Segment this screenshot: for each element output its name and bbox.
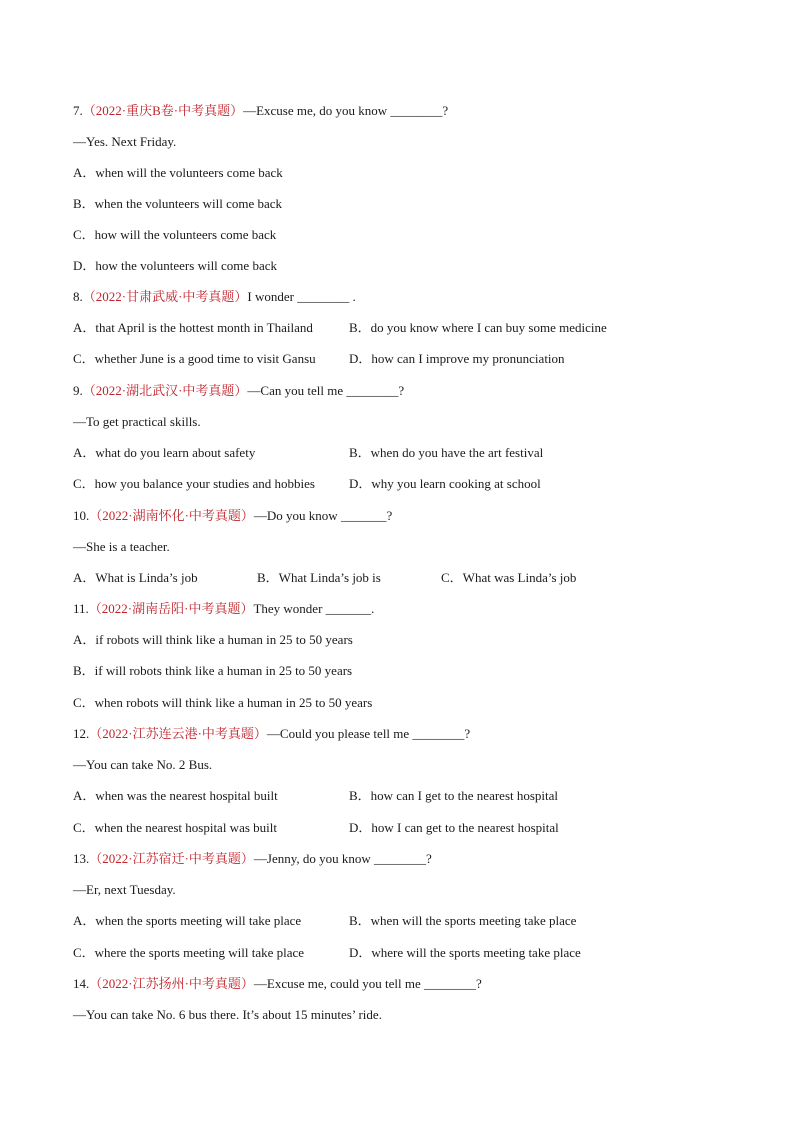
option-d	[349, 476, 541, 492]
question-12-stem	[73, 726, 470, 742]
option-a	[73, 913, 301, 929]
option-text: when was the nearest hospital built	[95, 788, 278, 803]
option-letter: C．	[73, 351, 95, 366]
option-a	[73, 320, 313, 336]
option-text: that April is the hottest month in Thailand	[95, 320, 313, 335]
option-b	[349, 913, 576, 929]
option-letter: B．	[73, 663, 95, 678]
option-text: if robots will think like a human in 25 to 50 years	[95, 632, 353, 647]
option-b	[349, 445, 543, 461]
question-11-stem	[73, 601, 374, 617]
option-letter: B．	[349, 445, 371, 460]
option-letter: C．	[441, 570, 463, 585]
question-number: 14.	[73, 976, 90, 991]
option-letter: A．	[73, 913, 96, 928]
option-letter: B．	[349, 788, 371, 803]
option-letter: A．	[73, 632, 96, 647]
question-number: 13.	[73, 851, 90, 866]
question-14-stem	[73, 976, 482, 992]
question-text: —Excuse me, could you tell me ________?	[253, 976, 482, 991]
question-source: （2022·湖南怀化·中考真题）	[89, 508, 254, 523]
option-text: What was Linda’s job	[462, 570, 577, 585]
option-text: when robots will think like a human in 25 to 50 years	[94, 695, 373, 710]
option-a	[73, 632, 353, 648]
question-10-stem	[73, 508, 392, 524]
option-c	[73, 820, 277, 836]
question-9-reply: —To get practical skills.	[73, 414, 201, 429]
option-b	[349, 788, 558, 804]
option-text: what do you learn about safety	[95, 445, 256, 460]
option-letter: D．	[349, 945, 372, 960]
option-text: What Linda’s job is	[278, 570, 381, 585]
option-a	[73, 570, 198, 586]
option-a	[73, 788, 278, 804]
option-a	[73, 165, 283, 181]
option-letter: D．	[349, 820, 372, 835]
option-letter: A．	[73, 165, 96, 180]
option-b	[257, 570, 381, 586]
option-text: when will the sports meeting take place	[370, 913, 577, 928]
option-text: how I can get to the nearest hospital	[371, 820, 559, 835]
question-text: —Jenny, do you know ________?	[253, 851, 432, 866]
question-source: （2022·江苏连云港·中考真题）	[89, 726, 267, 741]
option-d	[349, 351, 565, 367]
question-number: 8.	[73, 289, 83, 304]
option-text: when the sports meeting will take place	[95, 913, 302, 928]
option-text: What is Linda’s job	[95, 570, 198, 585]
question-number: 12.	[73, 726, 90, 741]
option-b	[73, 663, 352, 679]
question-source: （2022·江苏扬州·中考真题）	[89, 976, 254, 991]
option-letter: C．	[73, 476, 95, 491]
question-10-reply: —She is a teacher.	[73, 539, 170, 554]
question-number: 11.	[73, 601, 89, 616]
question-12-reply: —You can take No. 2 Bus.	[73, 757, 213, 772]
option-text: when will the volunteers come back	[95, 165, 283, 180]
option-text: where will the sports meeting take place	[371, 945, 581, 960]
option-text: whether June is a good time to visit Gansu	[94, 351, 316, 366]
option-c	[73, 945, 304, 961]
question-number: 9.	[73, 383, 83, 398]
option-letter: D．	[349, 351, 372, 366]
option-text: why you learn cooking at school	[371, 476, 541, 491]
option-letter: C．	[73, 695, 95, 710]
option-text: do you know where I can buy some medicine	[370, 320, 607, 335]
option-d	[349, 945, 581, 961]
option-text: how the volunteers will come back	[95, 258, 277, 273]
option-letter: C．	[73, 820, 95, 835]
option-text: where the sports meeting will take place	[94, 945, 305, 960]
option-letter: C．	[73, 945, 95, 960]
option-letter: A．	[73, 570, 96, 585]
question-source: （2022·湖南岳阳·中考真题）	[88, 601, 254, 616]
option-d	[349, 820, 559, 836]
option-text: how will the volunteers come back	[94, 227, 277, 242]
option-text: how can I improve my pronunciation	[371, 351, 565, 366]
option-text: when the volunteers will come back	[94, 196, 283, 211]
question-number: 7.	[73, 103, 83, 118]
question-7-stem	[73, 103, 448, 119]
question-9-stem	[73, 383, 404, 399]
question-text: —Could you please tell me ________?	[266, 726, 471, 741]
option-letter: B．	[73, 196, 95, 211]
option-text: how can I get to the nearest hospital	[370, 788, 559, 803]
option-d	[73, 258, 277, 274]
option-text: how you balance your studies and hobbies	[94, 476, 315, 491]
question-7-reply: —Yes. Next Friday.	[73, 134, 177, 149]
option-letter: A．	[73, 788, 96, 803]
question-13-stem	[73, 851, 432, 867]
option-letter: B．	[349, 320, 371, 335]
option-c	[73, 695, 372, 711]
option-text: when the nearest hospital was built	[94, 820, 277, 835]
option-letter: A．	[73, 445, 96, 460]
question-13-reply: —Er, next Tuesday.	[73, 882, 176, 897]
option-b	[73, 196, 282, 212]
question-source: （2022·甘肃武威·中考真题）	[82, 289, 248, 304]
option-letter: C．	[73, 227, 95, 242]
option-c	[73, 476, 315, 492]
option-letter: B．	[257, 570, 279, 585]
option-letter: B．	[349, 913, 371, 928]
option-letter: D．	[73, 258, 96, 273]
option-letter: D．	[349, 476, 372, 491]
option-b	[349, 320, 607, 336]
option-c	[73, 227, 276, 243]
question-14-reply: —You can take No. 6 bus there. It’s about 15 minutes’ ride.	[73, 1007, 382, 1022]
option-letter: A．	[73, 320, 96, 335]
question-source: （2022·湖北武汉·中考真题）	[82, 383, 248, 398]
option-text: if will robots think like a human in 25 to 50 years	[94, 663, 353, 678]
option-c	[441, 570, 576, 586]
question-text: They wonder _______.	[253, 601, 375, 616]
question-text: —Do you know _______?	[253, 508, 393, 523]
option-c	[73, 351, 316, 367]
question-text: —Can you tell me ________?	[247, 383, 405, 398]
question-number: 10.	[73, 508, 90, 523]
option-a	[73, 445, 255, 461]
question-text: I wonder ________ .	[247, 289, 356, 304]
question-source: （2022·重庆B卷·中考真题）	[82, 103, 244, 118]
question-8-stem	[73, 289, 356, 305]
option-text: when do you have the art festival	[370, 445, 544, 460]
question-text: —Excuse me, do you know ________?	[243, 103, 449, 118]
question-source: （2022·江苏宿迁·中考真题）	[89, 851, 254, 866]
